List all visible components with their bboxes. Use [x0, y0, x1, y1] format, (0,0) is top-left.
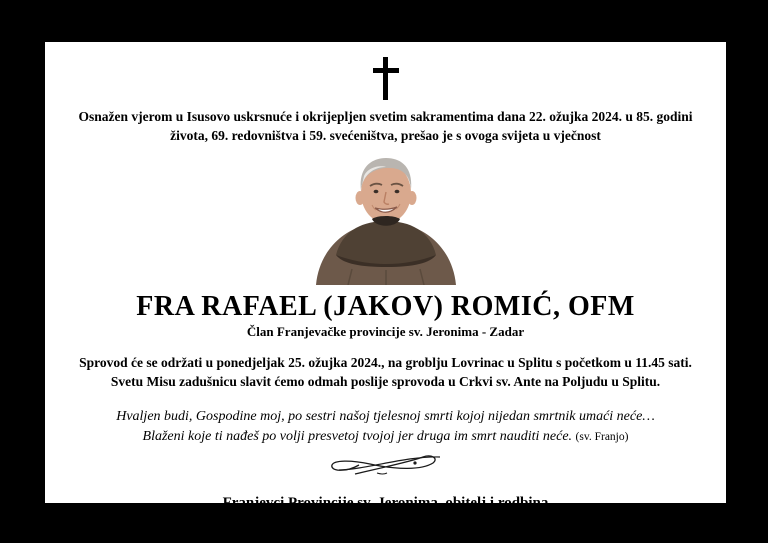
cross-vertical-bar	[383, 57, 388, 100]
quote-line-2-text: Blaženi koje ti nađeš po volji presvetoj tvojoj jer druga im smrt nauditi neće.	[142, 428, 573, 444]
flourish-diagonal-stroke	[339, 457, 440, 470]
quote-line-1: Hvaljen budi, Gospodine moj, po sestri našoj tjelesnoj smrti kojoj nijedan smrtnik umaći neće…	[116, 408, 655, 424]
scripture-quote	[116, 407, 655, 447]
portrait-capuche-cape	[336, 221, 436, 266]
funeral-line-2: Svetu Misu zadušnicu slavit ćemo odmah poslije sprovoda u Crkvi sv. Ante na Poljudu u Splitu.	[110, 374, 661, 390]
signature-line: Franjevci Provincije sv. Jeronima, obitelj i rodbina	[222, 495, 549, 512]
funeral-info	[79, 353, 692, 391]
deceased-affiliation: Član Franjevačke provincije sv. Jeronima - Zadar	[246, 324, 525, 340]
deceased-portrait-photo	[298, 155, 474, 285]
funeral-line-1: Sprovod će se održati u ponedjeljak 25. ožujka 2024., na groblju Lovrinac u Splitu s početkom u 11.45 sati.	[79, 355, 692, 371]
portrait-eye	[373, 190, 378, 194]
deceased-name: FRA RAFAEL (JAKOV) ROMIĆ, OFM	[136, 291, 635, 323]
intro-line-1: Osnažen vjerom u Isusovo uskrsnuće i okrijepljen svetim sakramentima dana 22. ožujka 2024. u 85. godini	[78, 109, 693, 124]
flourish-loop-stroke	[331, 456, 434, 474]
flourish-tail-stroke	[377, 473, 387, 474]
intro-text	[78, 107, 692, 145]
latin-cross-icon	[372, 57, 400, 100]
intro-line-2: života, 69. redovništva i 59. svećeništva, prešao je s ovoga svijeta u vječnost	[170, 128, 601, 144]
quote-attribution: (sv. Franjo)	[575, 430, 629, 443]
flourish-dot	[413, 462, 416, 465]
obituary-card	[45, 42, 726, 512]
portrait-eye	[394, 190, 399, 194]
cross-horizontal-bar	[373, 68, 399, 73]
quote-line-2	[116, 427, 655, 447]
calligraphic-flourish-icon	[325, 449, 447, 479]
